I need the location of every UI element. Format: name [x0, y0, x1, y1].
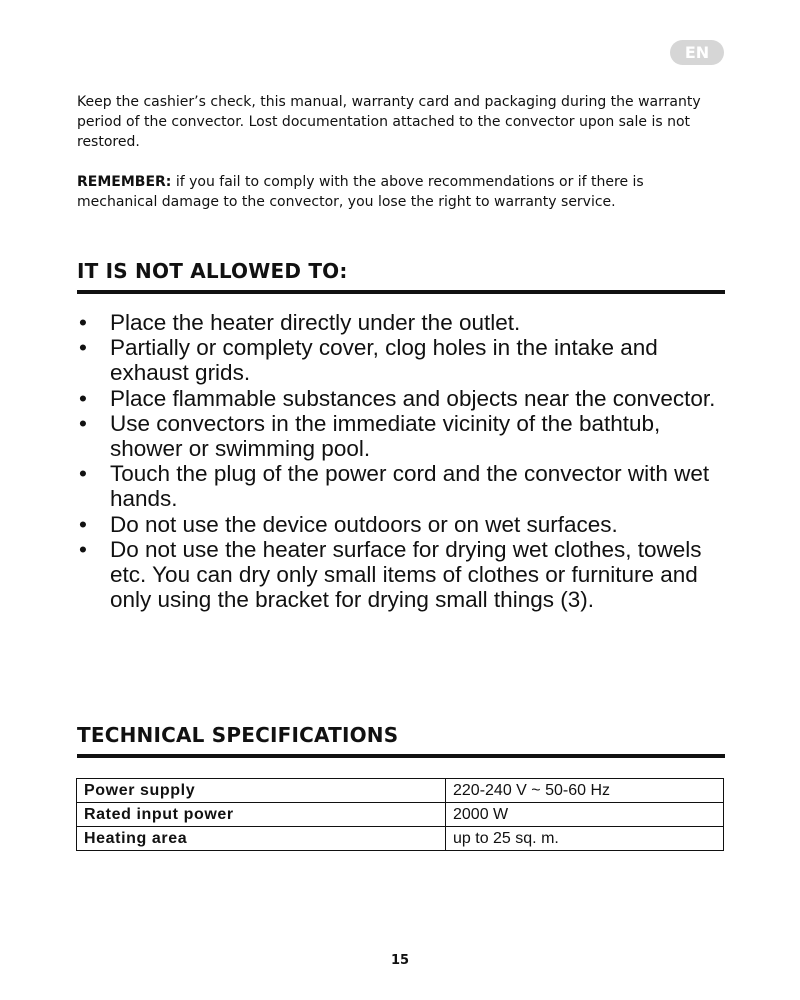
list-item	[77, 411, 737, 461]
bullet-glyph: •	[79, 310, 87, 335]
list-item-text: Touch the plug of the power cord and the convector with wet hands.	[110, 461, 710, 512]
list-item-text: Place flammable substances and objects near the convector.	[110, 385, 716, 411]
spec-label: Power supply	[77, 779, 446, 803]
documentation-paragraph: Keep the cashier’s check, this manual, warranty card and packaging during the warranty period of the convector. Lost documentation attached to the convector upon sale is not restored.	[77, 94, 701, 150]
spec-value: 2000 W	[446, 803, 724, 827]
list-item	[77, 461, 737, 511]
intro-section	[77, 92, 725, 212]
bullet-glyph: •	[79, 335, 87, 361]
list-item-text: Use convectors in the immediate vicinity of the bathtub, shower or swimming pool.	[110, 410, 661, 462]
list-item-text: Do not use the device outdoors or on wet surfaces.	[110, 511, 618, 537]
technical-specifications-heading: TECHNICAL SPECIFICATIONS	[77, 722, 725, 758]
list-item-text: Do not use the heater surface for drying wet clothes, towels etc. You can dry only small items of clothes or furniture and only using the bracket for drying small things (3).	[110, 536, 702, 613]
list-item-text: Place the heater directly under the outlet.	[110, 310, 521, 335]
remember-text: if you fail to comply with the above recommendations or if there is mechanical damage to the convector, you lose the right to warranty service.	[77, 174, 644, 210]
bullet-glyph: •	[79, 536, 87, 562]
specifications-table	[76, 778, 724, 851]
list-item	[77, 386, 737, 411]
table-row	[77, 779, 724, 803]
spec-label: Heating area	[77, 827, 446, 851]
list-item-text: Partially or complety cover, clog holes in the intake and exhaust grids.	[110, 335, 658, 386]
spec-label: Rated input power	[77, 803, 446, 827]
page-number: 15	[390, 953, 410, 968]
bullet-glyph: •	[79, 410, 87, 436]
bullet-glyph: •	[79, 461, 87, 487]
not-allowed-list	[77, 310, 737, 612]
table-row	[77, 827, 724, 851]
list-item	[77, 512, 737, 537]
list-item	[77, 310, 737, 335]
spec-value: up to 25 sq. m.	[446, 827, 724, 851]
bullet-glyph: •	[79, 385, 87, 411]
remember-paragraph	[77, 172, 725, 212]
language-badge: EN	[670, 40, 724, 65]
remember-label: REMEMBER:	[77, 174, 172, 190]
spec-value: 220-240 V ~ 50-60 Hz	[446, 779, 724, 803]
table-row	[77, 803, 724, 827]
list-item	[77, 335, 737, 385]
list-item	[77, 537, 737, 613]
bullet-glyph: •	[79, 511, 87, 537]
not-allowed-heading: IT IS NOT ALLOWED TO:	[77, 258, 725, 294]
